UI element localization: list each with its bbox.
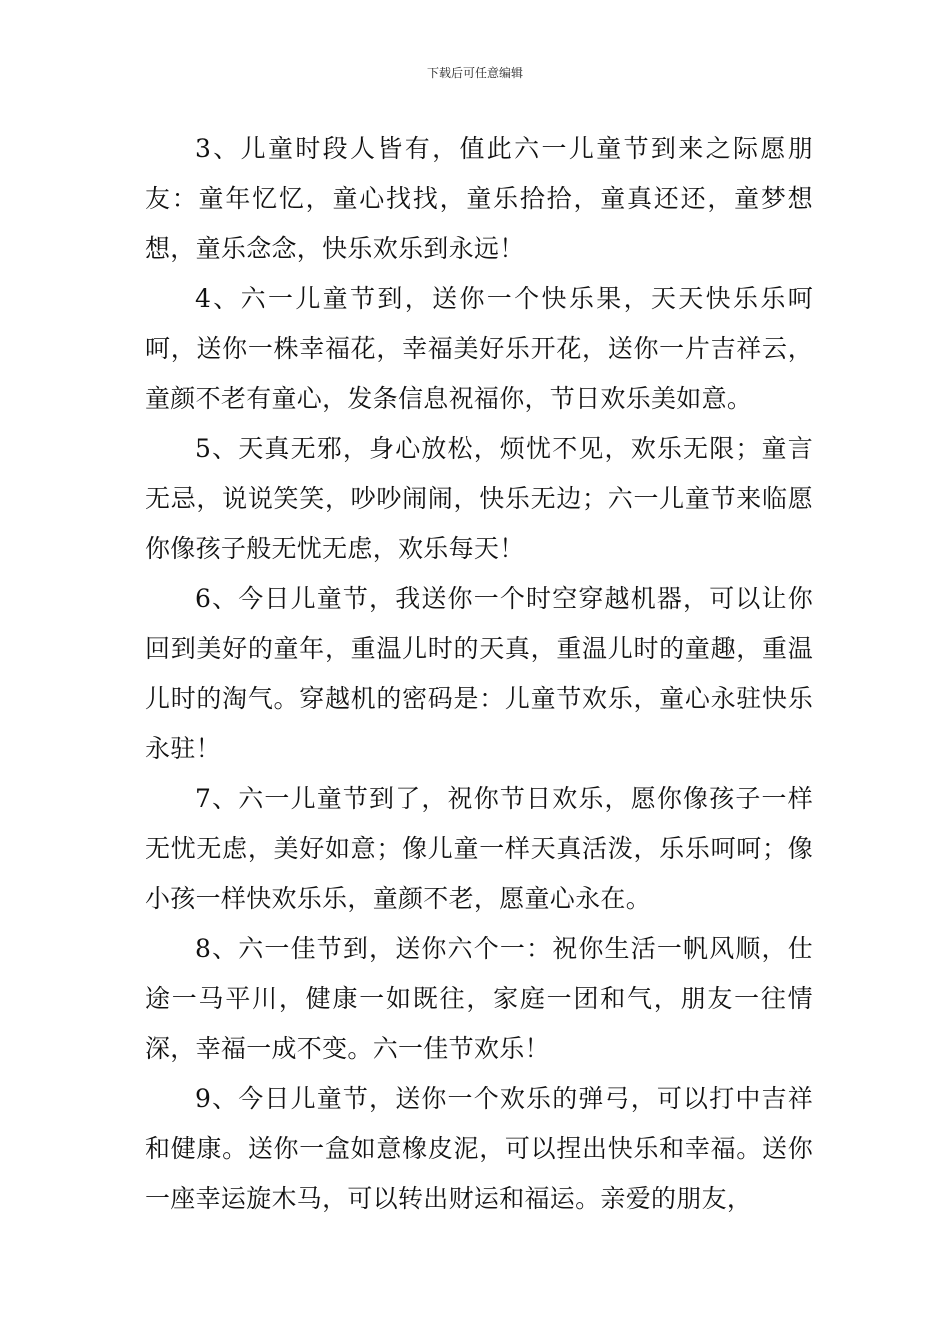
paragraph-3: 3、儿童时段人皆有，值此六一儿童节到来之际愿朋友：童年忆忆，童心找找，童乐拾拾，童真还还，童梦想想，童乐念念，快乐欢乐到永远！: [145, 134, 813, 263]
document-body: [145, 124, 813, 1224]
paragraph-8: 8、六一佳节到，送你六个一：祝你生活一帆风顺，仕途一马平川，健康一如既往，家庭一团和气，朋友一往情深，幸福一成不变。六一佳节欢乐！: [145, 934, 813, 1063]
paragraph-6: 6、今日儿童节，我送你一个时空穿越机器，可以让你回到美好的童年，重温儿时的天真，重温儿时的童趣，重温儿时的淘气。穿越机的密码是：儿童节欢乐，童心永驻快乐永驻！: [145, 584, 813, 763]
paragraph-5: 5、天真无邪，身心放松，烦忧不见，欢乐无限；童言无忌，说说笑笑，吵吵闹闹，快乐无边；六一儿童节来临愿你像孩子般无忧无虑，欢乐每天！: [145, 434, 813, 563]
page-header: 下载后可任意编辑: [426, 66, 523, 80]
paragraph-7: 7、六一儿童节到了，祝你节日欢乐，愿你像孩子一样无忧无虑，美好如意；像儿童一样天真活泼，乐乐呵呵；像小孩一样快欢乐乐，童颜不老，愿童心永在。: [145, 784, 813, 913]
paragraph-9: 9、今日儿童节，送你一个欢乐的弹弓，可以打中吉祥和健康。送你一盒如意橡皮泥，可以捏出快乐和幸福。送你一座幸运旋木马，可以转出财运和福运。亲爱的朋友，: [145, 1084, 813, 1213]
paragraph-4: 4、六一儿童节到，送你一个快乐果，天天快乐乐呵呵，送你一株幸福花，幸福美好乐开花，送你一片吉祥云，童颜不老有童心，发条信息祝福你，节日欢乐美如意。: [145, 284, 813, 413]
